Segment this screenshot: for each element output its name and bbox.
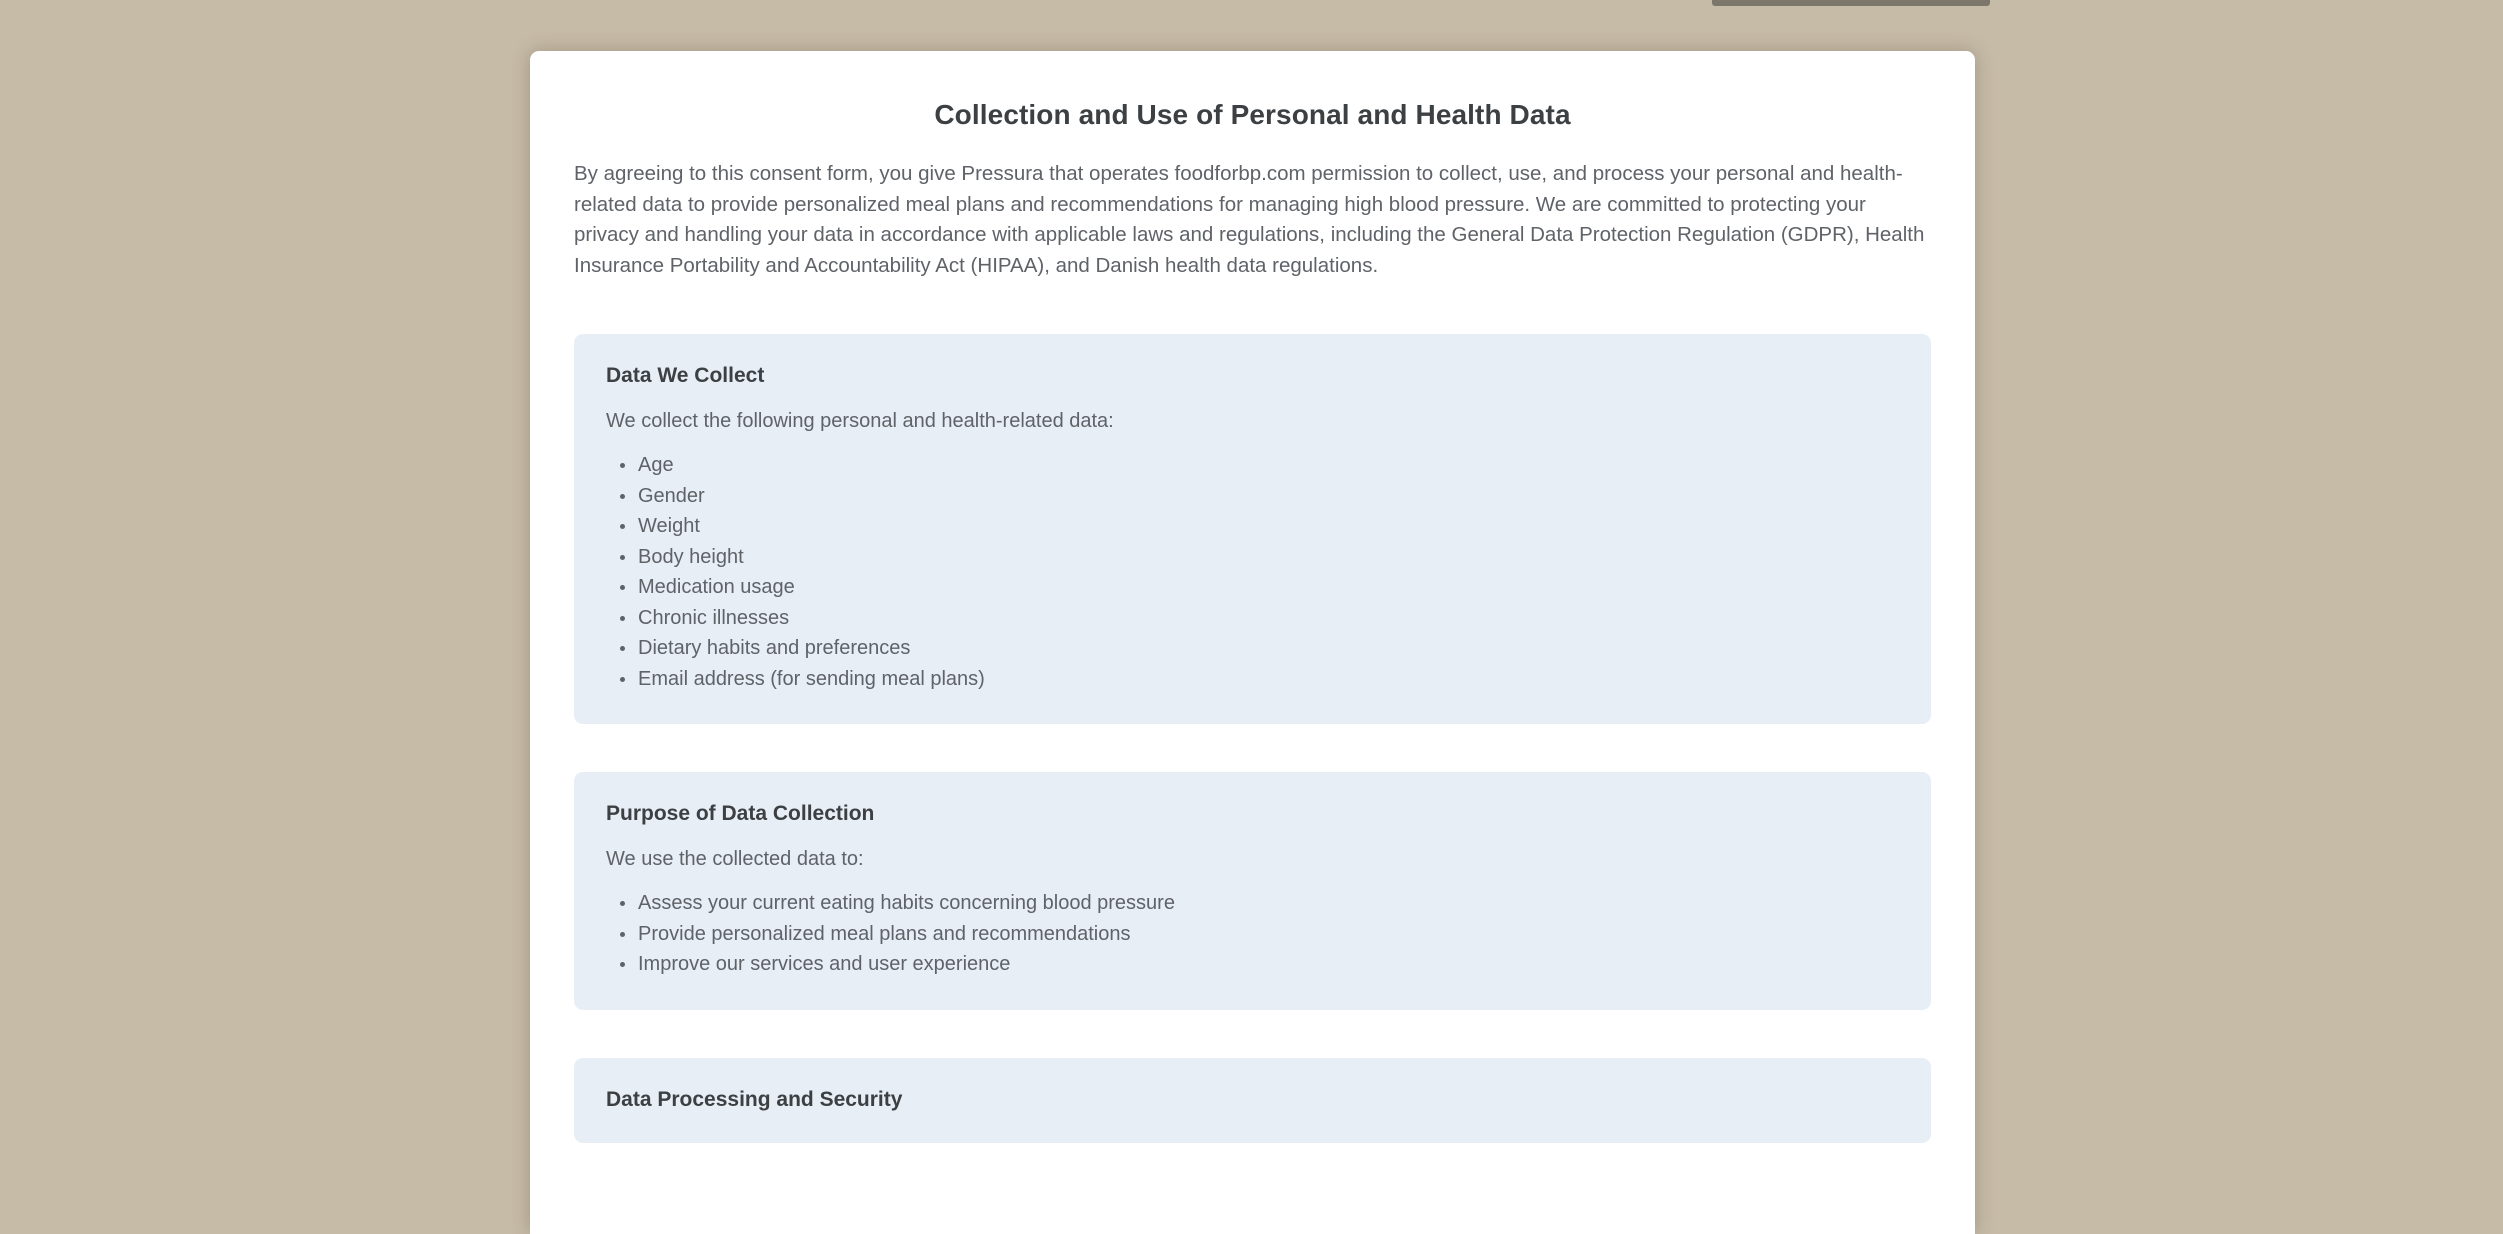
bullet-list bbox=[604, 434, 1901, 694]
list-item: Assess your current eating habits concerning blood pressure bbox=[604, 888, 1901, 919]
list-item: Body height bbox=[604, 542, 1901, 573]
section-lead-text: We collect the following personal and health-related data: bbox=[606, 410, 1114, 432]
list-item: Weight bbox=[604, 511, 1901, 542]
list-item: Gender bbox=[604, 481, 1901, 512]
list-item: Provide personalized meal plans and recommendations bbox=[604, 919, 1901, 950]
section-card bbox=[574, 772, 1931, 1010]
section-heading: Purpose of Data Collection bbox=[606, 802, 875, 825]
section-card bbox=[574, 1058, 1931, 1143]
section-card-list bbox=[530, 281, 1975, 1143]
bullet-list bbox=[604, 872, 1901, 980]
partially-visible-scrolled-element bbox=[1712, 0, 1990, 6]
consent-form-sheet bbox=[530, 51, 1975, 1234]
list-item: Email address (for sending meal plans) bbox=[604, 664, 1901, 695]
list-item: Dietary habits and preferences bbox=[604, 633, 1901, 664]
section-heading: Data We Collect bbox=[606, 364, 765, 387]
list-item: Medication usage bbox=[604, 572, 1901, 603]
section-heading: Data Processing and Security bbox=[606, 1087, 903, 1111]
list-item: Improve our services and user experience bbox=[604, 949, 1901, 980]
intro-paragraph: By agreeing to this consent form, you give Pressura that operates foodforbp.com permission to collect, use, and process your personal and health-related data to provide personalized meal plans and recommendations for managing high blood pressure. We are committed to protecting your privacy and handling your data in accordance with applicable laws and regulations, including the General Data Protection Regulation (GDPR), Health Insurance Portability and Accountability Act (HIPAA), and Danish health data regulations. bbox=[574, 162, 1925, 277]
section-lead-text: We use the collected data to: bbox=[606, 848, 864, 870]
section-card bbox=[574, 334, 1931, 724]
list-item: Chronic illnesses bbox=[604, 603, 1901, 634]
list-item: Age bbox=[604, 450, 1901, 481]
page-title: Collection and Use of Personal and Health Data bbox=[934, 99, 1571, 130]
